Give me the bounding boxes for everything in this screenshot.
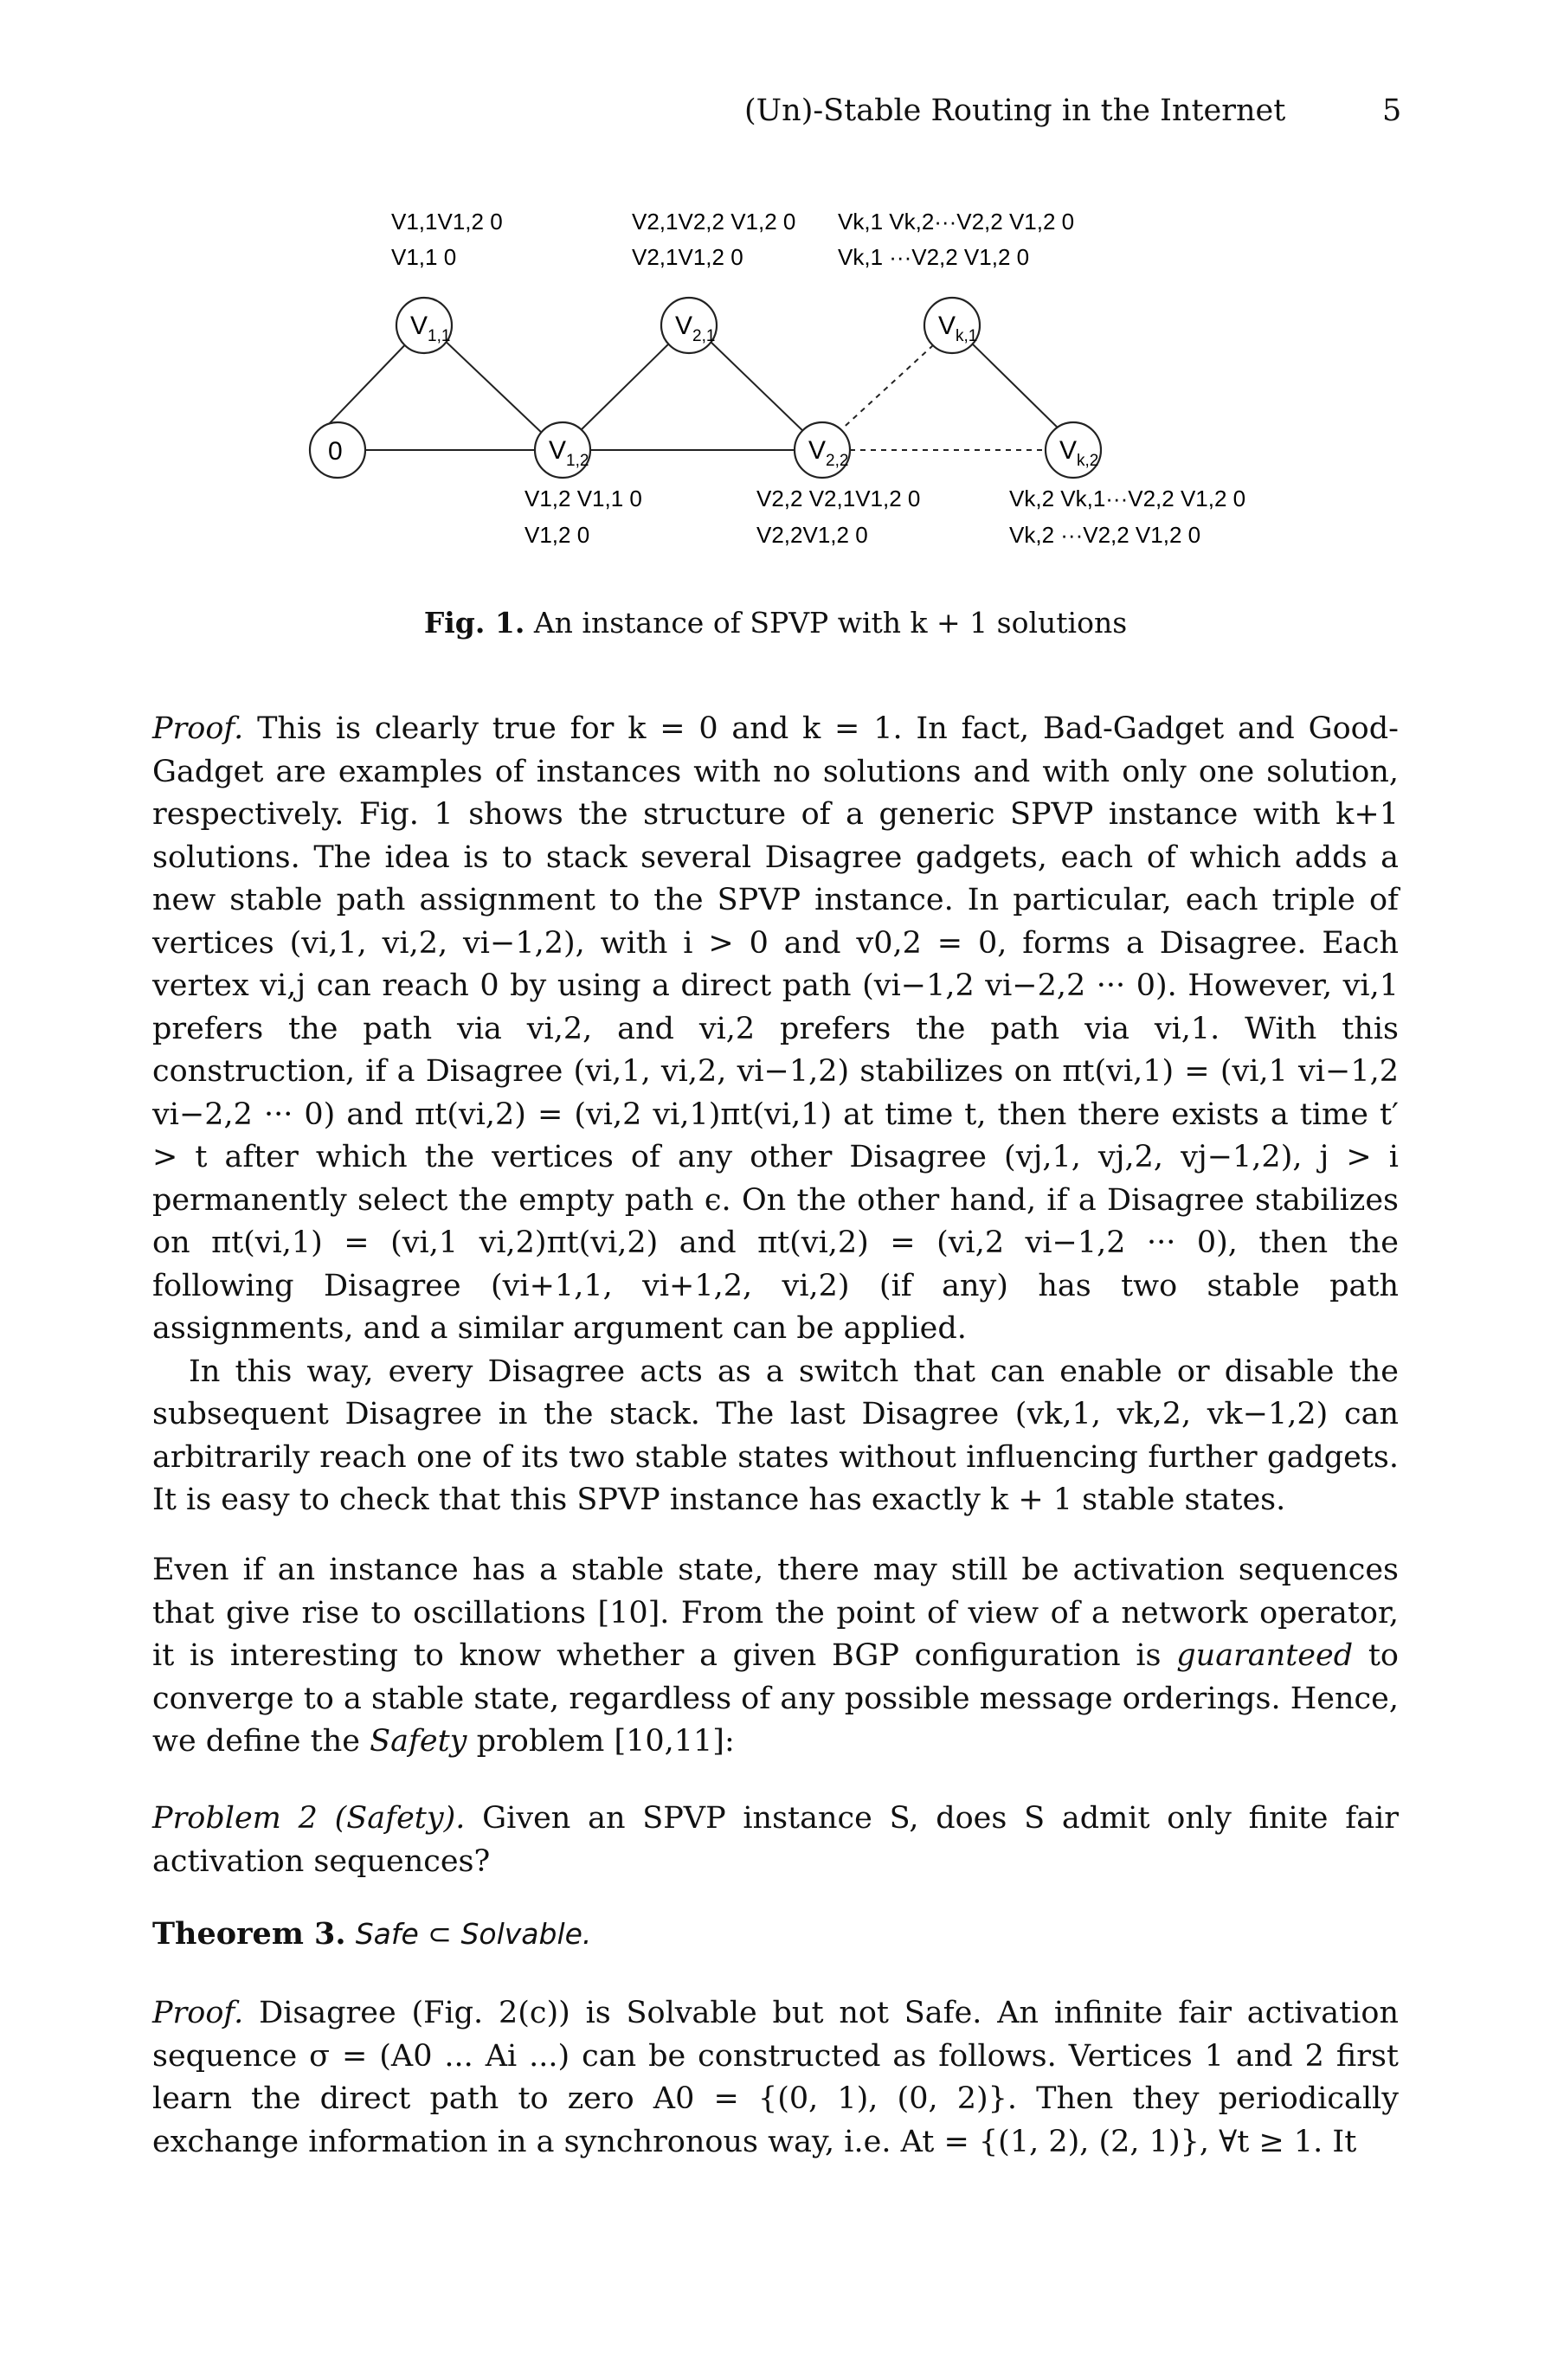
path-label-v21-2: V2,1V1,2 0 xyxy=(632,244,743,270)
node-v11 xyxy=(396,298,452,353)
path-label-v12-1: V1,2 V1,1 0 xyxy=(525,486,642,511)
edge-v21-v22 xyxy=(708,339,807,434)
edge-vk1-vk2 xyxy=(968,339,1065,434)
node-v12 xyxy=(535,422,590,478)
proof-2-label: Proof. xyxy=(152,1996,244,2030)
page-number: 5 xyxy=(1382,93,1402,128)
caption-label: Fig. 1. xyxy=(423,606,525,640)
path-label-v11-2: V1,1 0 xyxy=(391,244,457,270)
problem-label: Problem 2 (Safety). xyxy=(152,1801,466,1836)
path-label-vk1-1: Vk,1 Vk,2···V2,2 V1,2 0 xyxy=(838,209,1075,235)
path-label-v12-2: V1,2 0 xyxy=(525,522,590,548)
theorem-text: Safe ⊂ Solvable. xyxy=(355,1917,592,1951)
svg-text:V2,1: $V_{2,1}$ xyxy=(675,312,716,345)
node-v21 xyxy=(661,298,717,353)
path-label-v11-1: V1,1V1,2 0 xyxy=(391,209,503,235)
proof-2-text: Disagree (Fig. 2(c)) is Solvable but not Safe. An infinite fair activation sequence σ = (A0 ... Ai ...) can be constructed as follows. Vertices 1 and 2 first learn the direct path to zero A0 = {(0, 1), (0, 2)}. Then they periodically exchange information in a synchronous way, i.e. At = {(1, 2), (2, 1)}, ∀t ≥ 1. It xyxy=(152,1996,1399,2159)
proof-1-text: This is clearly true for k = 0 and k = 1. In fact, Bad-Gadget and Good-Gadget are examples of instances with no solutions and with only one solution, respectively. Fig. 1 shows the structure of a generic SPVP instance with k+1 solutions. The idea is to stack several Disagree gadgets, each of which adds a new stable path assignment to the SPVP instance. In particular, each triple of vertices (vi,1, vi,2, vi−1,2), with i > 0 and v0,2 = 0, forms a Disagree. Each vertex vi,j can reach 0 by using a direct path (vi−1,2 vi−2,2 ··· 0). However, vi,1 prefers the path via vi,2, and vi,2 prefers the path via vi,1. With this construction, if a Disagree (vi,1, vi,2, vi−1,2) stabilizes on πt(vi,1) = (vi,1 vi−1,2 vi−2,2 ··· 0) and πt(vi,2) = (vi,2 vi,1)πt(vi,1) at time t, then there exists a time t′ > t after which the vertices of any other Disagree (vj,1, vj,2, vj−1,2), j > i permanently select the empty path ϵ. On the other hand, if a Disagree stabilizes on πt(vi,1) = (vi,1 vi,2)πt(vi,2) and πt(vi,2) = (vi,2 vi−1,2 ··· 0), then the following Disagree (vi+1,1, vi+1,2, vi,2) (if any) has two stable path assignments, and a similar argument can be applied. xyxy=(152,711,1399,1346)
theorem-label: Theorem 3. xyxy=(152,1916,346,1952)
running-title: (Un)-Stable Routing in the Internet xyxy=(744,93,1286,128)
edge-v12-v21 xyxy=(578,339,673,433)
node-0 xyxy=(310,422,365,478)
caption-text: An instance of SPVP with k + 1 solutions xyxy=(533,606,1128,640)
problem-2 xyxy=(152,1798,1399,1883)
svg-text:Vk,2: $V_{k,2}$ xyxy=(1059,436,1099,470)
proof-2 xyxy=(152,1992,1399,2164)
path-label-v22-2: V2,2V1,2 0 xyxy=(756,522,868,548)
node-vk1 xyxy=(924,298,980,353)
node-vk2 xyxy=(1046,422,1101,478)
paragraph-3: Even if an instance has a stable state, there may still be activation sequences that give rise to oscillations [10]. From the point of view of a network operator, it is interesting to know whether a given BGP configuration is guaranteed to converge to a stable state, regardless of any possible message orderings. Hence, we define the Safety problem [10,11]: xyxy=(152,1553,1399,1759)
svg-text:Vk,1: $V_{k,1}$ xyxy=(938,312,978,345)
figure-1-graph xyxy=(0,0,1551,606)
path-label-vk1-2: Vk,1 ···V2,2 V1,2 0 xyxy=(838,244,1030,270)
node-v22 xyxy=(795,422,850,478)
path-label-v22-1: V2,2 V2,1V1,2 0 xyxy=(756,486,921,511)
paragraph-2: In this way, every Disagree acts as a switch that can enable or disable the subsequent Disagree in the stack. The last Disagree (vk,1, vk,2, vk−1,2) can arbitrarily reach one of its two stable states without influencing further gadgets. It is easy to check that this SPVP instance has exactly k + 1 stable states. xyxy=(152,1354,1399,1517)
safety-emphasis: Safety xyxy=(370,1724,467,1759)
edge-0-v11 xyxy=(325,336,414,428)
svg-text:V1,2: $V_{1,2}$ xyxy=(549,436,589,470)
edge-v11-v12 xyxy=(440,336,544,434)
problem-text: Given an SPVP instance S, does S admit only finite fair activation sequences? xyxy=(152,1801,1399,1879)
path-label-v21-1: V2,1V2,2 V1,2 0 xyxy=(632,209,796,235)
edge-v22-vk1 xyxy=(838,336,943,433)
guaranteed-emphasis: guaranteed xyxy=(1176,1638,1354,1673)
proof-1 xyxy=(152,708,1399,1522)
svg-text:V1,1: $V_{1,1}$ xyxy=(410,312,451,345)
proof-1-label: Proof. xyxy=(152,711,244,746)
theorem-3 xyxy=(152,1913,1399,1957)
path-label-vk2-2: Vk,2 ···V2,2 V1,2 0 xyxy=(1009,522,1201,548)
svg-text:V2,2: $V_{2,2}$ xyxy=(808,436,849,470)
path-label-vk2-1: Vk,2 Vk,1···V2,2 V1,2 0 xyxy=(1009,486,1246,511)
svg-text:0: 0 xyxy=(328,437,343,466)
figure-caption xyxy=(0,606,1551,640)
